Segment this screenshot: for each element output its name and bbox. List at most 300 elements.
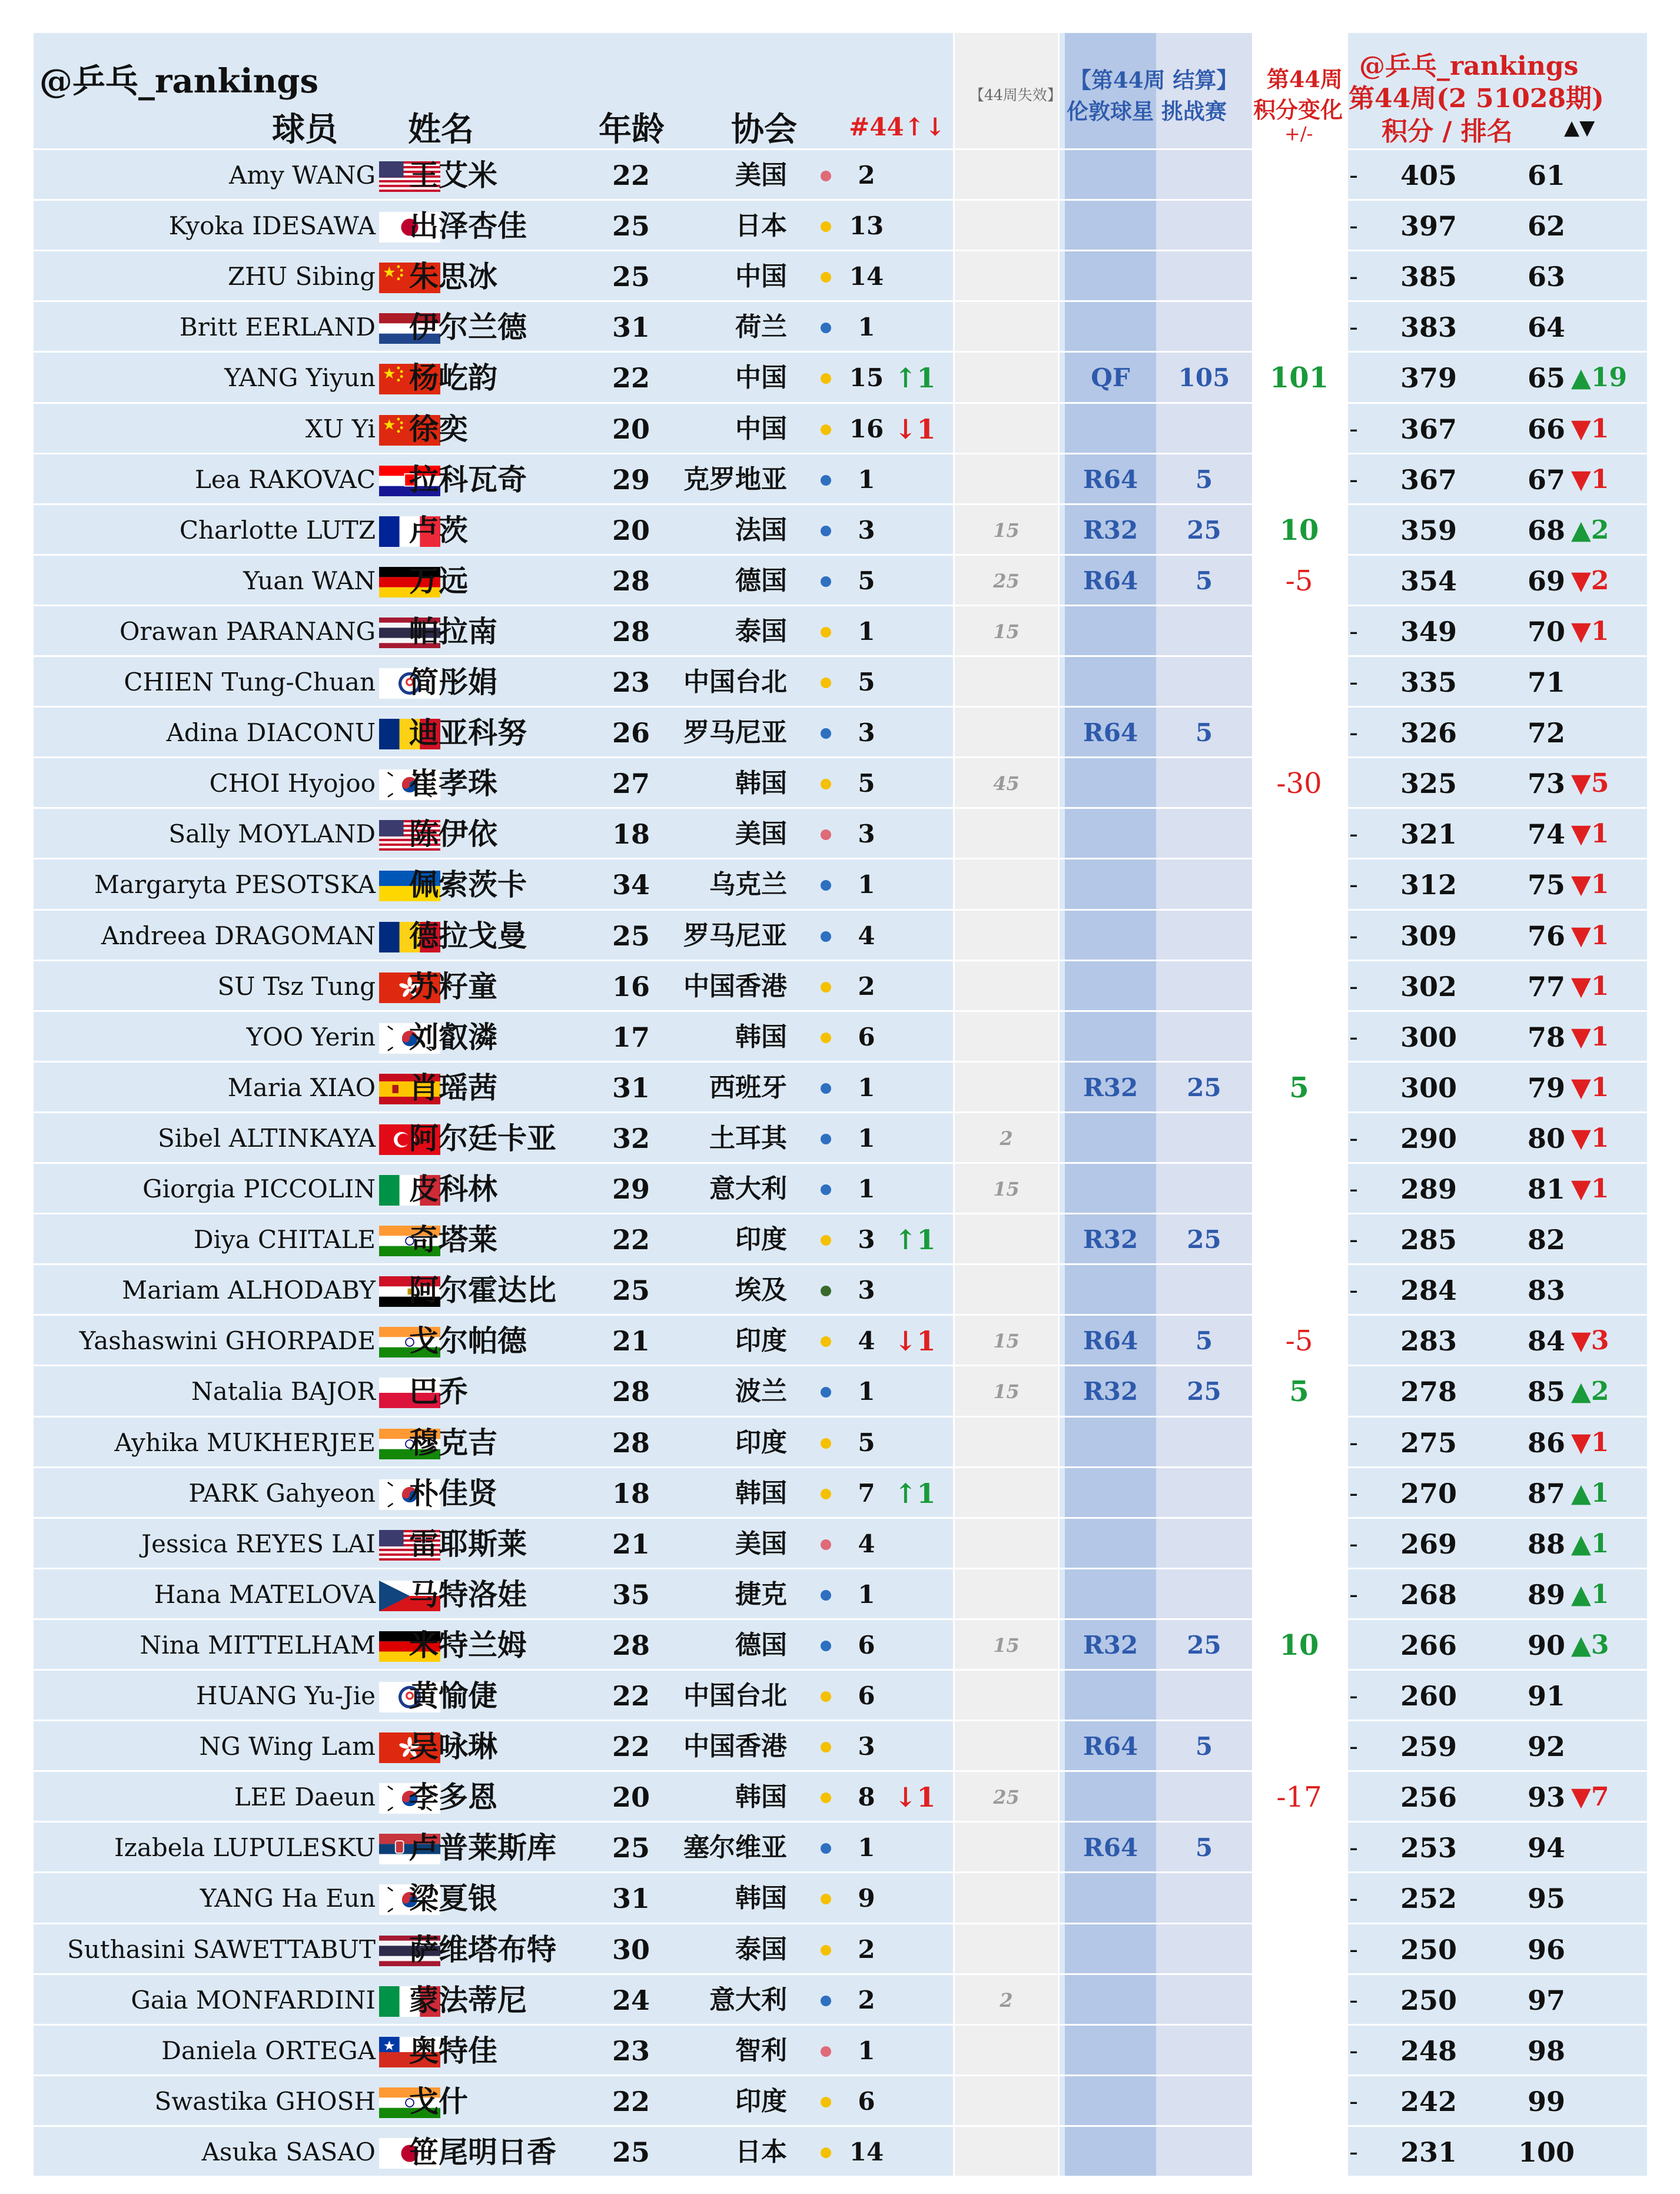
- invalid-points: [955, 961, 1058, 1012]
- player-english-name: Lea RAKOVAC: [195, 464, 376, 494]
- header-change-line2: 积分变化: [1253, 97, 1343, 123]
- points-change: -: [1349, 869, 1358, 900]
- invalid-points: [955, 150, 1058, 201]
- tournament-round: [1065, 606, 1156, 657]
- world-rank: 82: [1527, 1224, 1565, 1256]
- invalid-points: [955, 1671, 1058, 1721]
- tournament-points: 5: [1195, 1732, 1213, 1761]
- association-dot-icon: [821, 678, 831, 688]
- ranking-points: 266: [1400, 1629, 1457, 1661]
- rank-trend: ▼1: [1571, 413, 1609, 444]
- rank-trend: ▼1: [1571, 616, 1609, 646]
- invalid-points: [955, 1214, 1058, 1265]
- rank-trend: ▲3: [1571, 1629, 1609, 1660]
- association-rank-move: ↓1: [894, 1781, 936, 1814]
- player-english-name: Hana MATELOVA: [154, 1579, 376, 1609]
- association-rank: 4: [858, 921, 875, 950]
- player-chinese-name: 奥特佳: [409, 2033, 497, 2068]
- player-english-name: PARK Gahyeon: [188, 1478, 376, 1508]
- player-association: 泰国: [735, 616, 787, 646]
- association-dot-icon: [821, 1489, 831, 1499]
- table-row: [34, 1517, 1647, 1569]
- player-english-name: XU Yi: [305, 414, 376, 443]
- header-trend: ▲▼: [1564, 116, 1595, 140]
- association-rank: 7: [858, 1478, 875, 1508]
- player-association: 韩国: [735, 1021, 787, 1052]
- tournament-round: [1065, 1671, 1156, 1721]
- association-rank: 2: [858, 1985, 875, 2014]
- player-chinese-name: 迪亚科努: [409, 715, 527, 751]
- invalid-points: [955, 2127, 1058, 2178]
- header-rank-brand: @乒乓_rankings: [1359, 51, 1579, 81]
- world-rank: 86: [1527, 1426, 1565, 1459]
- invalid-points: 25: [993, 569, 1020, 592]
- association-dot-icon: [821, 1387, 831, 1398]
- player-chinese-name: 卢茨: [409, 512, 468, 547]
- player-chinese-name: 简彤娟: [409, 665, 497, 699]
- tournament-points: [1156, 201, 1252, 251]
- player-english-name: Jessica REYES LAI: [141, 1529, 376, 1558]
- tournament-round: [1065, 1519, 1156, 1569]
- table-row: [34, 807, 1647, 859]
- player-age: 28: [612, 1426, 650, 1459]
- player-chinese-name: 巴乔: [409, 1374, 468, 1409]
- world-rank: 61: [1527, 160, 1565, 191]
- invalid-points: 15: [993, 1330, 1020, 1353]
- association-dot-icon: [821, 221, 831, 232]
- points-change: -5: [1285, 564, 1313, 598]
- rank-trend: ▼7: [1571, 1782, 1609, 1813]
- table-row: [34, 351, 1647, 403]
- rank-trend: ▼1: [1571, 1021, 1609, 1052]
- association-dot-icon: [821, 1793, 831, 1803]
- association-dot-icon: [821, 526, 831, 536]
- player-english-name: Swastika GHOSH: [154, 2086, 376, 2116]
- invalid-points: [955, 1721, 1058, 1772]
- tournament-points: [1156, 150, 1252, 201]
- ranking-points: 309: [1400, 920, 1457, 952]
- ranking-points: 231: [1400, 2136, 1457, 2168]
- world-rank: 94: [1527, 1832, 1565, 1864]
- tournament-round: [1065, 1772, 1156, 1823]
- player-association: 印度: [735, 2086, 787, 2116]
- association-dot-icon: [821, 1235, 831, 1246]
- association-rank: 14: [849, 262, 884, 291]
- tournament-points: 5: [1195, 464, 1213, 494]
- points-change: -: [1349, 413, 1358, 444]
- table-row: [34, 1973, 1647, 2026]
- player-association: 智利: [735, 2035, 787, 2066]
- player-english-name: NG Wing Lam: [199, 1732, 376, 1761]
- tournament-round: [1065, 961, 1156, 1012]
- tournament-points: 25: [1187, 515, 1221, 545]
- invalid-points: [955, 2026, 1058, 2076]
- tournament-round: [1065, 1975, 1156, 2026]
- header-age: 年龄: [599, 110, 665, 149]
- player-association: 乌克兰: [709, 869, 787, 900]
- player-chinese-name: 拉科瓦奇: [409, 462, 527, 497]
- rank-trend: ▼1: [1571, 1123, 1609, 1153]
- player-chinese-name: 朱思冰: [409, 259, 497, 294]
- world-rank: 85: [1527, 1376, 1565, 1408]
- rank-trend: ▼3: [1571, 1326, 1609, 1356]
- rank-trend: ▼5: [1571, 768, 1609, 799]
- tournament-points: [1156, 1468, 1252, 1519]
- tournament-points: 5: [1195, 718, 1213, 748]
- association-rank: 8: [858, 1783, 875, 1812]
- player-chinese-name: 崔孝珠: [409, 766, 497, 801]
- table-row: [34, 148, 1647, 201]
- header-player: 球员: [272, 110, 338, 149]
- player-age: 20: [612, 1781, 650, 1814]
- association-rank-move: ↓1: [894, 413, 936, 445]
- points-change: -17: [1276, 1781, 1322, 1814]
- association-dot-icon: [821, 728, 831, 739]
- ranking-points: 325: [1400, 768, 1457, 800]
- association-dot-icon: [821, 475, 831, 486]
- ranking-points: 385: [1400, 261, 1457, 293]
- world-rank: 90: [1527, 1629, 1565, 1661]
- player-chinese-name: 戈尔帕德: [409, 1323, 527, 1359]
- tournament-points: [1156, 1975, 1252, 2026]
- association-rank: 2: [858, 161, 875, 190]
- tournament-points: [1156, 1012, 1252, 1063]
- points-change: -: [1349, 1427, 1358, 1458]
- player-association: 美国: [735, 160, 787, 190]
- ranking-points: 289: [1400, 1173, 1457, 1205]
- tournament-points: [1156, 302, 1252, 353]
- tournament-points: 105: [1178, 363, 1230, 393]
- player-english-name: Mariam ALHODABY: [122, 1276, 376, 1305]
- table-row: [34, 909, 1647, 961]
- association-dot-icon: [821, 576, 831, 587]
- player-association: 德国: [735, 1629, 787, 1660]
- player-chinese-name: 阿尔霍达比: [409, 1273, 556, 1308]
- player-association: 美国: [735, 819, 787, 849]
- player-age: 20: [612, 514, 650, 546]
- rank-trend: ▲1: [1571, 1478, 1609, 1508]
- world-rank: 83: [1527, 1274, 1565, 1307]
- tournament-points: [1156, 758, 1252, 809]
- player-age: 25: [612, 1274, 650, 1307]
- rank-trend: ▼1: [1571, 1427, 1609, 1458]
- player-association: 韩国: [735, 1782, 787, 1813]
- points-change: -: [1349, 1528, 1358, 1559]
- association-rank-move: ↑1: [894, 362, 936, 394]
- player-chinese-name: 万远: [409, 563, 468, 598]
- player-english-name: Ayhika MUKHERJEE: [114, 1428, 376, 1457]
- world-rank: 70: [1527, 615, 1565, 648]
- world-rank: 93: [1527, 1781, 1565, 1814]
- invalid-points: [955, 1873, 1058, 1924]
- player-age: 18: [612, 1477, 650, 1509]
- table-row: [34, 1568, 1647, 1620]
- ranking-points: 335: [1400, 666, 1457, 698]
- world-rank: 81: [1527, 1173, 1565, 1205]
- header-tournament-line2: 伦敦球星 挑战赛: [1067, 98, 1227, 124]
- player-association: 韩国: [735, 768, 787, 799]
- world-rank: 73: [1527, 768, 1565, 800]
- association-dot-icon: [821, 779, 831, 789]
- player-english-name: CHOI Hyojoo: [209, 769, 376, 798]
- table-row: [34, 858, 1647, 910]
- player-english-name: Sibel ALTINKAYA: [158, 1123, 376, 1153]
- invalid-points: 45: [993, 772, 1020, 795]
- table-row: [34, 1720, 1647, 1772]
- player-age: 21: [612, 1528, 650, 1560]
- tournament-round: [1065, 911, 1156, 961]
- rank-trend: ▼1: [1571, 1072, 1609, 1103]
- association-dot-icon: [821, 627, 831, 638]
- table-row: [34, 1213, 1647, 1265]
- player-age: 25: [612, 210, 650, 243]
- player-association: 土耳其: [709, 1123, 787, 1153]
- association-rank: 1: [858, 870, 875, 899]
- association-rank: 2: [858, 971, 875, 1001]
- player-english-name: Nina MITTELHAM: [140, 1630, 376, 1659]
- association-dot-icon: [821, 2046, 831, 2057]
- world-rank: 63: [1527, 261, 1565, 293]
- player-age: 22: [612, 1731, 650, 1763]
- association-dot-icon: [821, 1590, 831, 1601]
- player-english-name: Daniela ORTEGA: [161, 2036, 376, 2065]
- table-row: [34, 1618, 1647, 1671]
- association-dot-icon: [821, 1894, 831, 1904]
- association-dot-icon: [821, 1184, 831, 1195]
- invalid-points: 15: [993, 620, 1020, 643]
- ranking-points: 397: [1400, 210, 1457, 243]
- association-rank: 3: [858, 1225, 875, 1254]
- association-rank-move: ↑1: [894, 1224, 936, 1256]
- player-age: 31: [612, 1071, 650, 1104]
- player-chinese-name: 肖瑶茜: [409, 1070, 497, 1105]
- tournament-points: [1156, 809, 1252, 859]
- player-association: 印度: [735, 1224, 787, 1255]
- association-rank: 3: [858, 1276, 875, 1305]
- player-chinese-name: 皮科林: [409, 1171, 497, 1206]
- points-change: -: [1349, 160, 1358, 190]
- world-rank: 67: [1527, 463, 1565, 496]
- player-chinese-name: 王艾米: [409, 158, 497, 192]
- player-age: 31: [612, 1883, 650, 1915]
- tournament-round: [1065, 1873, 1156, 1924]
- world-rank: 72: [1527, 717, 1565, 749]
- world-rank: 77: [1527, 970, 1565, 1003]
- player-english-name: Sally MOYLAND: [168, 819, 376, 849]
- association-rank: 15: [849, 363, 884, 393]
- points-change: -: [1349, 1123, 1358, 1153]
- tournament-points: [1156, 911, 1252, 961]
- tournament-round: [1065, 251, 1156, 302]
- association-dot-icon: [821, 1336, 831, 1347]
- table-row: [34, 1466, 1647, 1519]
- table-row: [34, 1263, 1647, 1316]
- player-english-name: Yashaswini GHORPADE: [79, 1326, 376, 1356]
- tournament-points: [1156, 1569, 1252, 1620]
- association-dot-icon: [821, 931, 831, 942]
- ranking-points: 256: [1400, 1781, 1457, 1814]
- tournament-round: [1065, 2076, 1156, 2127]
- table-row: [34, 453, 1647, 505]
- world-rank: 87: [1527, 1477, 1565, 1509]
- player-association: 中国: [735, 363, 787, 393]
- table-row: [34, 2125, 1647, 2178]
- points-change: -: [1349, 2136, 1358, 2167]
- player-age: 23: [612, 666, 650, 698]
- tournament-points: [1156, 1418, 1252, 1468]
- rank-trend: ▼1: [1571, 464, 1609, 494]
- player-age: 22: [612, 1224, 650, 1256]
- invalid-points: [955, 1265, 1058, 1316]
- player-age: 22: [612, 362, 650, 394]
- tournament-points: [1156, 1671, 1252, 1721]
- invalid-points: [955, 809, 1058, 859]
- world-rank: 76: [1527, 920, 1565, 952]
- rank-trend: ▲2: [1571, 515, 1609, 545]
- tournament-points: [1156, 1113, 1252, 1164]
- player-association: 中国台北: [683, 667, 787, 697]
- association-rank: 6: [858, 2086, 875, 2116]
- player-english-name: Andreea DRAGOMAN: [101, 921, 376, 950]
- points-change: -: [1349, 1275, 1358, 1306]
- association-dot-icon: [821, 1134, 831, 1144]
- association-dot-icon: [821, 171, 831, 181]
- invalid-points: 15: [993, 519, 1020, 542]
- points-change: -5: [1285, 1325, 1313, 1358]
- tournament-round: R32: [1083, 1073, 1138, 1102]
- points-change: -: [1349, 1731, 1358, 1762]
- player-age: 28: [612, 1376, 650, 1408]
- association-rank: 6: [858, 1681, 875, 1710]
- rank-trend: ▼2: [1571, 565, 1609, 596]
- ranking-points: 349: [1400, 615, 1457, 648]
- ranking-points: 259: [1400, 1731, 1457, 1763]
- ranking-points: 405: [1400, 160, 1457, 191]
- player-age: 23: [612, 2034, 650, 2067]
- points-change: -: [1349, 667, 1358, 697]
- tournament-points: 5: [1195, 1326, 1213, 1356]
- invalid-points: 15: [993, 1178, 1020, 1200]
- player-chinese-name: 马特洛娃: [409, 1576, 527, 1612]
- tournament-points: [1156, 606, 1252, 657]
- player-english-name: LEE Daeun: [234, 1783, 376, 1812]
- ranking-points: 278: [1400, 1376, 1457, 1408]
- association-dot-icon: [821, 880, 831, 891]
- player-english-name: Natalia BAJOR: [191, 1377, 376, 1406]
- ranking-points: 248: [1400, 2034, 1457, 2067]
- player-age: 22: [612, 1680, 650, 1712]
- table-row: [34, 402, 1647, 454]
- invalid-points: 2: [1000, 1127, 1013, 1150]
- points-change: -: [1349, 1984, 1358, 2015]
- player-english-name: Gaia MONFARDINI: [131, 1985, 376, 2014]
- tournament-points: [1156, 1772, 1252, 1823]
- player-chinese-name: 伊尔兰德: [409, 310, 527, 345]
- player-association: 印度: [735, 1326, 787, 1356]
- rank-trend: ▼1: [1571, 869, 1609, 900]
- player-association: 罗马尼亚: [683, 920, 787, 951]
- tournament-round: [1065, 1113, 1156, 1164]
- tournament-round: [1065, 2127, 1156, 2178]
- points-change: -: [1349, 2086, 1358, 2116]
- player-age: 29: [612, 1173, 650, 1205]
- invalid-points: [955, 404, 1058, 454]
- association-rank: 9: [858, 1884, 875, 1913]
- player-chinese-name: 徐奕: [409, 411, 468, 446]
- world-rank: 99: [1527, 2085, 1565, 2117]
- association-dot-icon: [821, 373, 831, 384]
- ranking-points: 367: [1400, 413, 1457, 445]
- header-tournament-line1: 【第44周 结算】: [1070, 67, 1239, 93]
- player-association: 美国: [735, 1528, 787, 1559]
- tournament-points: [1156, 404, 1252, 454]
- invalid-points: [955, 1924, 1058, 1975]
- tournament-points: 25: [1187, 1073, 1221, 1102]
- tournament-round: [1065, 859, 1156, 910]
- player-english-name: Maria XIAO: [227, 1073, 376, 1102]
- association-dot-icon: [821, 1438, 831, 1449]
- points-change: -: [1349, 211, 1358, 241]
- ranking-points: 321: [1400, 818, 1457, 851]
- points-change: -: [1349, 261, 1358, 292]
- table-row: [34, 1162, 1647, 1214]
- player-chinese-name: 刘叡潾: [409, 1019, 497, 1054]
- player-chinese-name: 米特兰姆: [409, 1627, 527, 1662]
- invalid-points: [955, 1569, 1058, 1620]
- tournament-round: [1065, 1569, 1156, 1620]
- points-change: 10: [1279, 513, 1319, 547]
- association-rank-move: ↓1: [894, 1325, 936, 1357]
- tournament-round: [1065, 1265, 1156, 1316]
- world-rank: 84: [1527, 1325, 1565, 1357]
- world-rank: 91: [1527, 1680, 1565, 1712]
- player-age: 25: [612, 920, 650, 952]
- association-rank: 1: [858, 2036, 875, 2065]
- ranking-points: 367: [1400, 463, 1457, 496]
- tournament-round: [1065, 1418, 1156, 1468]
- player-age: 22: [612, 2085, 650, 2117]
- association-rank: 2: [858, 1934, 875, 1964]
- rank-trend: ▼1: [1571, 1174, 1609, 1204]
- player-association: 日本: [735, 2136, 787, 2167]
- association-rank: 6: [858, 1022, 875, 1051]
- table-row: [34, 554, 1647, 606]
- player-association: 罗马尼亚: [683, 718, 787, 748]
- table-row: [34, 605, 1647, 657]
- points-change: -: [1349, 1883, 1358, 1914]
- association-rank: 1: [858, 1123, 875, 1153]
- player-age: 21: [612, 1325, 650, 1357]
- player-age: 16: [612, 970, 650, 1003]
- table-row: [34, 199, 1647, 251]
- association-rank: 1: [858, 1377, 875, 1406]
- tournament-points: [1156, 961, 1252, 1012]
- player-chinese-name: 戈什: [409, 2083, 468, 2119]
- player-chinese-name: 奇塔莱: [409, 1222, 497, 1257]
- tournament-round: [1065, 302, 1156, 353]
- player-age: 31: [612, 311, 650, 344]
- ranking-points: 354: [1400, 565, 1457, 597]
- ranking-points: 284: [1400, 1274, 1457, 1307]
- player-age: 22: [612, 160, 650, 191]
- ranking-points: 300: [1400, 1071, 1457, 1104]
- player-chinese-name: 雷耶斯莱: [409, 1526, 527, 1561]
- table-row: [34, 1416, 1647, 1468]
- player-english-name: Asuka SASAO: [201, 2137, 376, 2166]
- table-row: [34, 1061, 1647, 1113]
- player-english-name: Margaryta PESOTSKA: [94, 870, 376, 899]
- association-rank: 6: [858, 1630, 875, 1659]
